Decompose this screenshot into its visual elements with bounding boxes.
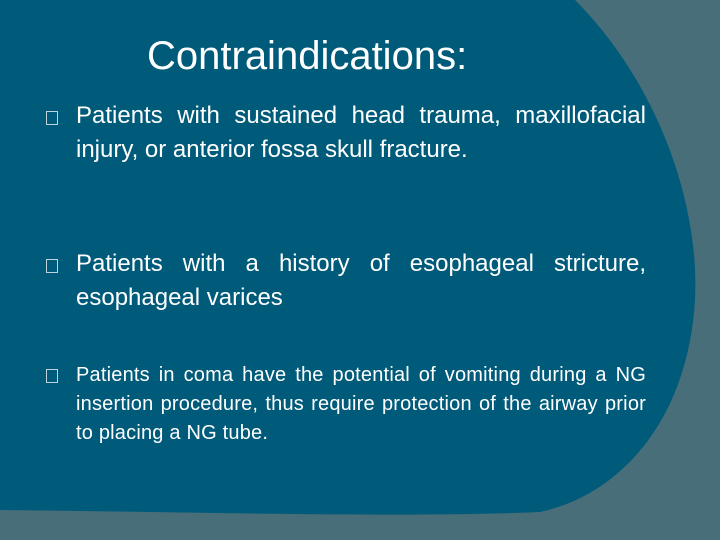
slide-title: Contraindications: [147,34,468,78]
bullet-box-icon [46,369,58,383]
bullet-text: Patients with sustained head trauma, maxillofacial injury, or anterior fossa skull fracture. [76,102,646,163]
bullet-box-icon [46,259,58,273]
bullet-text: Patients in coma have the potential of vomiting during a NG insertion procedure, thus require protection of the airway prior to placing a NG tube. [76,364,646,444]
bullet-text: Patients with a history of esophageal stricture, esophageal varices [76,250,646,311]
bullet-box-icon [46,111,58,125]
